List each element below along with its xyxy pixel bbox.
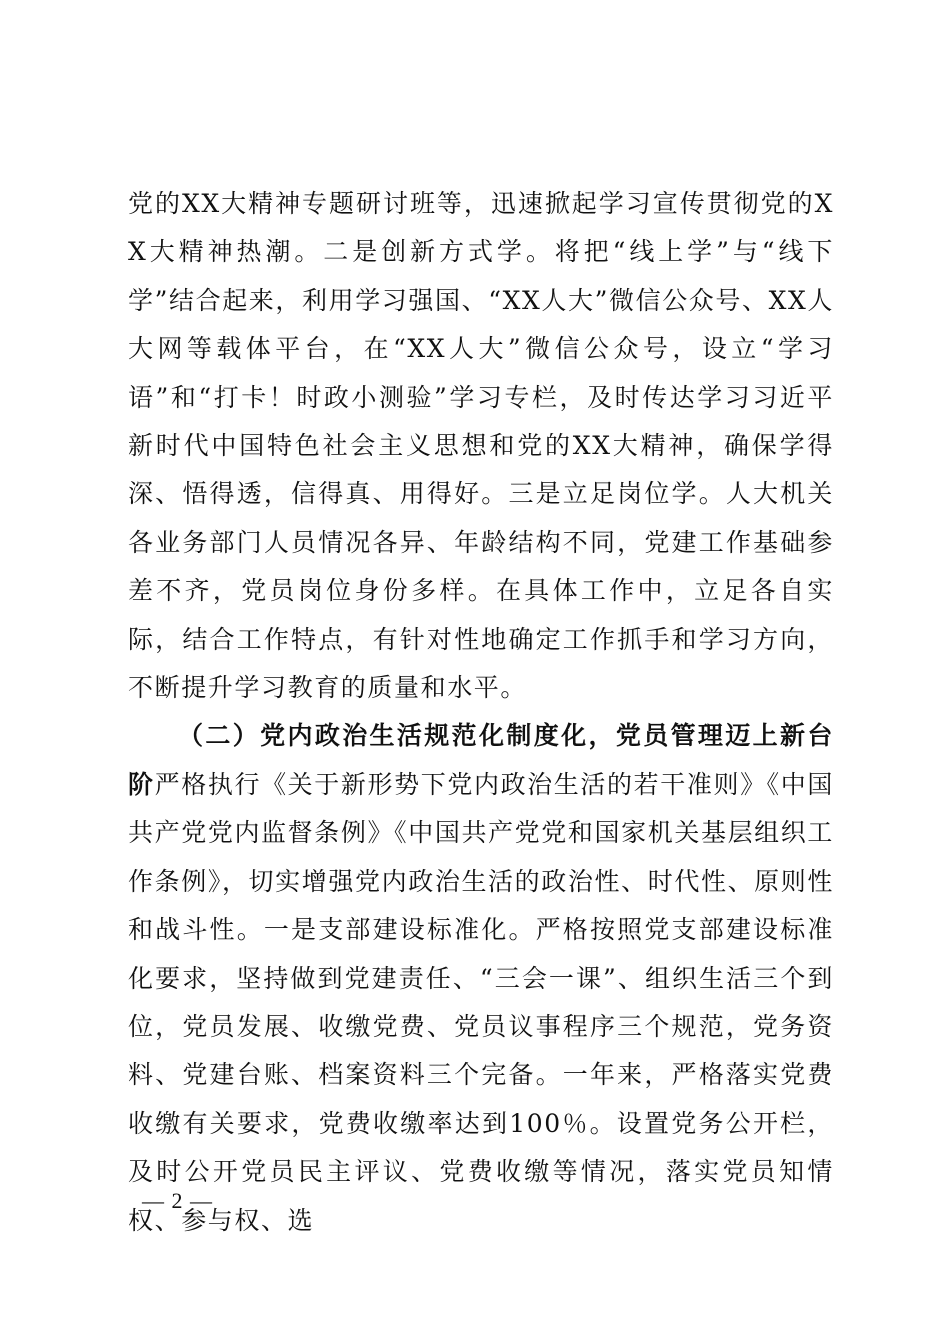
body-text — [128, 180, 834, 1245]
section-heading: （二）党内政治生活规范化制度化，党员管理迈上新台阶 — [128, 721, 834, 799]
paragraph-continuation: 党的XX大精神专题研讨班等，迅速掀起学习宣传贯彻党的XX大精神热潮。二是创新方式学。将把“线上学”与“线下学”结合起来，利用学习强国、“XX人大”微信公众号、XX人大网等载体平台，在“XX人大”微信公众号，设立“学习语”和“打卡！时政小测验”学习专栏，及时传达学习习近平新时代中国特色社会主义思想和党的XX大精神，确保学得深、悟得透，信得真、用得好。三是立足岗位学。人大机关各业务部门人员情况各异、年龄结构不同，党建工作基础参差不齐，党员岗位身份多样。在具体工作中，立足各自实际，结合工作特点，有针对性地确定工作抓手和学习方向，不断提升学习教育的质量和水平。 — [128, 189, 834, 703]
paragraph-section-two: 严格执行《关于新形势下党内政治生活的若干准则》《中国共产党党内监督条例》《中国共产党党和国家机关基层组织工作条例》，切实增强党内政治生活的政治性、时代性、原则性和战斗性。一是支部建设标准化。严格按照党支部建设标准化要求，坚持做到党建责任、“三会一课”、组织生活三个到位，党员发展、收缴党费、党员议事程序三个规范，党务资料、党建台账、档案资料三个完备。一年来，严格落实党费收缴有关要求，党费收缴率达到100％。设置党务公开栏，及时公开党员民主评议、党费收缴等情况，落实党员知情权、参与权、选 — [128, 769, 834, 1235]
page-number: — 2 — — [142, 1188, 213, 1213]
section-block — [128, 712, 834, 1244]
